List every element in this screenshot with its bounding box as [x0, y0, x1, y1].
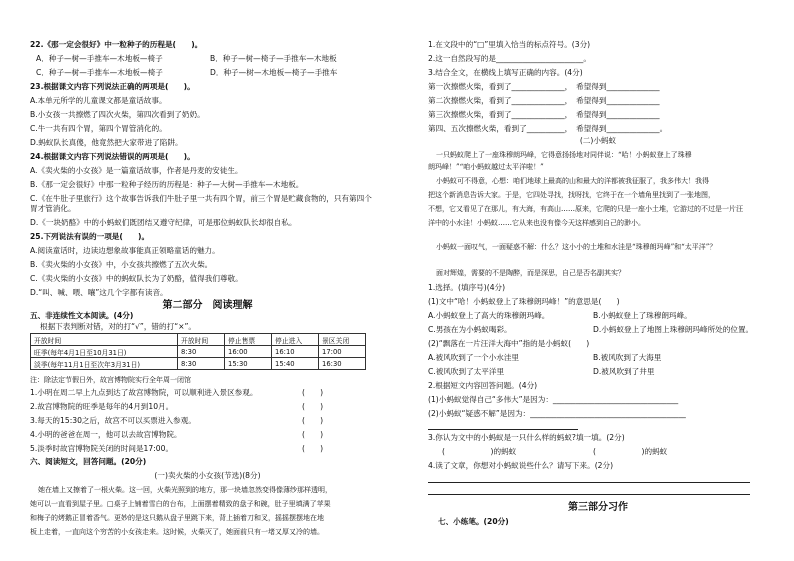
r-answer-3-a[interactable]: ( )的蚂蚁	[442, 447, 517, 456]
q24-option-b: B.《那一定会很好》中那一粒种子经历的历程是：种子—大树—手推车—木地板。	[30, 180, 304, 189]
q25-option-c: C.《卖火柴的小女孩》中的蚂蚁队长为了奶酪，值得我们尊敬。	[30, 274, 243, 283]
passage1-title: (一)卖火柴的小女孩(节选)(8分)	[154, 471, 261, 480]
r-choose-1-a: A.小蚂蚁登上了高大的珠穆朗玛峰。	[428, 311, 550, 320]
q23-option-b: B.小女孩一共擦燃了四次火柴，第四次看到了奶奶。	[30, 110, 205, 119]
table-cell: 15:40	[272, 358, 319, 370]
answer-line[interactable]	[428, 494, 750, 495]
r-choose-1: (1)文中“哈！小蚂蚁登上了珠穆朗玛峰！”的意思是( )	[428, 297, 620, 306]
table-cell: 旺季(每年4月1日至10月31日)	[31, 346, 178, 358]
section7-heading: 七、小练笔。(20分)	[438, 517, 509, 526]
section5-heading: 五、非连续性文本阅读。(4分)	[30, 311, 134, 320]
r-answer-4: 4.读了文章，你想对小蚂蚁说些什么？请写下来。(2分)	[428, 461, 614, 470]
passage1-line: 她在墙上又擦着了一根火柴。这一回，火柴光照到的地方，那一块墙忽然变得像薄纱那样透明，	[38, 486, 332, 494]
q25-option-d: D.“叫、喊、喂、嚷”这几个字都有读音。	[30, 288, 168, 297]
r-choose-2-a: A.被风吹到了一个小水洼里	[428, 353, 520, 362]
judge-answer-2[interactable]: ( )	[302, 402, 324, 411]
answer-line[interactable]	[428, 482, 750, 483]
table-cell: 17:00	[319, 346, 366, 358]
r-q3-line-4[interactable]: 第四、五次擦燃火柴，看到了__________， 希望得到______________。	[428, 124, 668, 133]
q24-stem: 24.根据课文内容下列说法错误的两项是( )。	[30, 152, 195, 161]
q22-option-c: C．种子—树—手推车—木地板—椅子	[36, 68, 163, 77]
passage2-line: 洋中的小水洼！小蚂蚁……它从来也没有像今天这样感到自己的渺小。	[428, 219, 645, 227]
table-header-cell: 停止售票	[225, 334, 272, 346]
r-choose-2-c: C.被风吹到了太平洋里	[428, 367, 505, 376]
q23-option-d: D.蚂蚁队长真傻，他竟然把大家带进了陷阱。	[30, 138, 183, 147]
table-cell: 16:10	[272, 346, 319, 358]
table-cell: 淡季(每年11月1日至次年3月31日)	[31, 358, 178, 370]
judge-answer-3[interactable]: ( )	[302, 416, 324, 425]
r-choose-2-b: B.被风吹到了大海里	[593, 353, 662, 362]
r-choose-1-b: B.小蚂蚁登上了珠穆朗玛峰。	[593, 311, 692, 320]
part3-title: 第三部分习作	[568, 502, 628, 513]
r-answer-1[interactable]: (1)小蚂蚁觉得自己“多伟大”是因为：_________________________________	[428, 395, 679, 404]
section5-instruction: 根据下表判断对错，对的打“√”，错的打“×”。	[40, 322, 197, 331]
passage2-line: 面对辉煌，需要的不是陶醉，而是深思，自己是否名副其实？	[436, 269, 625, 277]
r-choose-1-c: C.男孩在为小蚂蚁喝彩。	[428, 325, 512, 334]
q22-option-b: B．种子—树—椅子—手推车—木地板	[210, 54, 337, 63]
q25-stem: 25.下列说法有误的一项是( )。	[30, 232, 150, 241]
q22-stem: 22.《那一定会很好》中一粒种子的历程是( )。	[30, 40, 203, 49]
section6-heading: 六、阅读短文，回答问题。(20分)	[30, 457, 147, 466]
q23-option-a: A.本单元所学的儿童课文都是童话故事。	[30, 96, 167, 105]
r-answer-2[interactable]: (2)小蚂蚁“疑惑不解”是因为：_________________________________________	[428, 409, 686, 418]
passage1-line: 她可以一直看到屋子里。□桌子上铺着雪白的台布，上面摆着精致的盘子和碗，肚子里填满了苹果	[30, 500, 331, 508]
q23-option-c: C.牛一共有四个胃，第四个胃管消化的。	[30, 124, 167, 133]
passage1-line: 板上走着，一直向这个穷苦的小女孩走来。这时候，火柴灭了，她面前只有一堵又厚又冷的墙。	[30, 528, 324, 536]
answer-line[interactable]	[428, 429, 578, 430]
table-header-cell: 景区关闭	[319, 334, 366, 346]
q25-option-a: A.阅读童话时，边读边想象故事能真正领略童话的魅力。	[30, 246, 220, 255]
table-header-cell: 开放时间	[31, 334, 178, 346]
r-q3-line-3[interactable]: 第三次擦燃火柴，看到了______________， 希望得到______________	[428, 110, 660, 119]
q24-option-c-cont: 胃才管消化。	[30, 204, 76, 213]
table-cell: 8:30	[178, 346, 225, 358]
passage2-line: 小蚂蚁一面叹气，一面疑惑不解：什么？这小小的土堆和水洼是“珠穆朗玛峰”和“太平洋”？	[436, 243, 717, 251]
judge-item-1: 1.小明在周二早上九点到达了故宫博物院，可以顺利进入景区参观。	[30, 388, 258, 397]
r-q2[interactable]: 2.这一自然段写的是_______________________。	[428, 54, 591, 63]
table-row	[31, 358, 366, 370]
part2-title: 第二部分 阅读理解	[162, 300, 253, 311]
r-q3-line-1[interactable]: 第一次擦燃火柴，看到了______________， 希望得到______________	[428, 82, 660, 91]
r-choose-2-d: D.被风吹到了井里	[593, 367, 655, 376]
q24-option-a: A.《卖火柴的小女孩》是一篇童话故事，作者是丹麦的安徒生。	[30, 166, 243, 175]
passage2-line: 朗玛峰！”“咱小蚂蚁越过太平洋啦！”	[428, 163, 544, 171]
table-cell: 16:30	[319, 358, 366, 370]
q24-option-c: C.《在牛肚子里旅行》这个故事告诉我们牛肚子里一共有四个胃，前三个胃是贮藏食物的，只有第四个	[30, 194, 372, 203]
passage2-line: 把这个新消息告诉大家。于是，它四处寻找，找呀找，它终于在一个墙角里找到了一张地图，	[428, 191, 715, 199]
r-choose-1-d: D.小蚂蚁登上了地图上珠穆朗玛峰所处的位置。	[593, 325, 754, 334]
q23-stem: 23.根据课文内容下列说法正确的两项是( )。	[30, 82, 195, 91]
judge-answer-1[interactable]: ( )	[302, 388, 324, 397]
r-answer-3: 3.你认为文中的小蚂蚁是一只什么样的蚂蚁?填一填。(2分)	[428, 433, 625, 442]
r-answer-3-b[interactable]: ( )的蚂蚁	[593, 447, 668, 456]
r-q3: 3.结合全文，在横线上填写正确的内容。(4分)	[428, 68, 583, 77]
passage1-line: 和梅子的烤鹅正冒着香气。更妙的是这只鹅从盘子里跳下来，背上插着刀和叉，摇摇摆摆地在地	[30, 514, 324, 522]
q22-option-a: A．种子—树—手推车—木地板—椅子	[36, 54, 163, 63]
r-q1: 1.在文段中的“□”里填入恰当的标点符号。(3分)	[428, 40, 591, 49]
passage2-title: (二)小蚂蚁	[579, 136, 617, 145]
table-cell: 8:30	[178, 358, 225, 370]
judge-item-3: 3.每天的15:30之后，故宫不可以买票进入参观。	[30, 416, 196, 425]
q25-option-b: B.《卖火柴的小女孩》中，小女孩共擦燃了五次火柴。	[30, 260, 213, 269]
r-q3-line-2[interactable]: 第二次擦燃火柴，看到了______________， 希望得到______________	[428, 96, 660, 105]
table-note: 注：除法定节假日外，故宫博物院实行全年周一闭馆	[30, 376, 191, 384]
r-choose-2: (2)“飘落在一片汪洋大海中”指的是小蚂蚁( )	[428, 339, 590, 348]
table-header-cell: 开放时间	[178, 334, 225, 346]
table-header-row	[31, 334, 366, 346]
judge-item-5: 5.淡季时故宫博物院关闭的时间是17:00。	[30, 444, 174, 453]
judge-answer-5[interactable]: ( )	[302, 444, 324, 453]
passage2-line: 不想，它又看见了在那儿，有大海，有高山……原来，它爬的只是一座小土堆，它游过的不过是一片汪	[428, 205, 743, 213]
schedule-table	[30, 333, 366, 370]
judge-item-4: 4.小明的爸爸在周一，他可以去故宫博物院。	[30, 430, 182, 439]
table-cell: 15:30	[225, 358, 272, 370]
passage2-line: 小蚂蚁可不得意，心想：咱们地球上最高的山和最大的洋都被我征服了，我多伟大！我得	[436, 177, 709, 185]
passage2-line: 一只蚂蚁爬上了一座珠穆朗玛峰，它得意扬扬地对同伴说：“哈！小蚂蚁登上了珠穆	[436, 151, 692, 159]
table-row	[31, 346, 366, 358]
table-header-cell: 停止进入	[272, 334, 319, 346]
q24-option-d: D.《一块奶酪》中的小蚂蚁们既团结又遵守纪律，可是那位蚂蚁队长却很自私。	[30, 218, 297, 227]
table-cell: 16:00	[225, 346, 272, 358]
r-answer: 2.根据短文内容回答问题。(4分)	[428, 381, 538, 390]
judge-answer-4[interactable]: ( )	[302, 430, 324, 439]
q22-option-d: D．种子—树—木地板—椅子—手推车	[210, 68, 338, 77]
judge-item-2: 2.故宫博物院的旺季是每年的4月到10月。	[30, 402, 174, 411]
r-choose: 1.选择。(填序号)(4分)	[428, 283, 506, 292]
